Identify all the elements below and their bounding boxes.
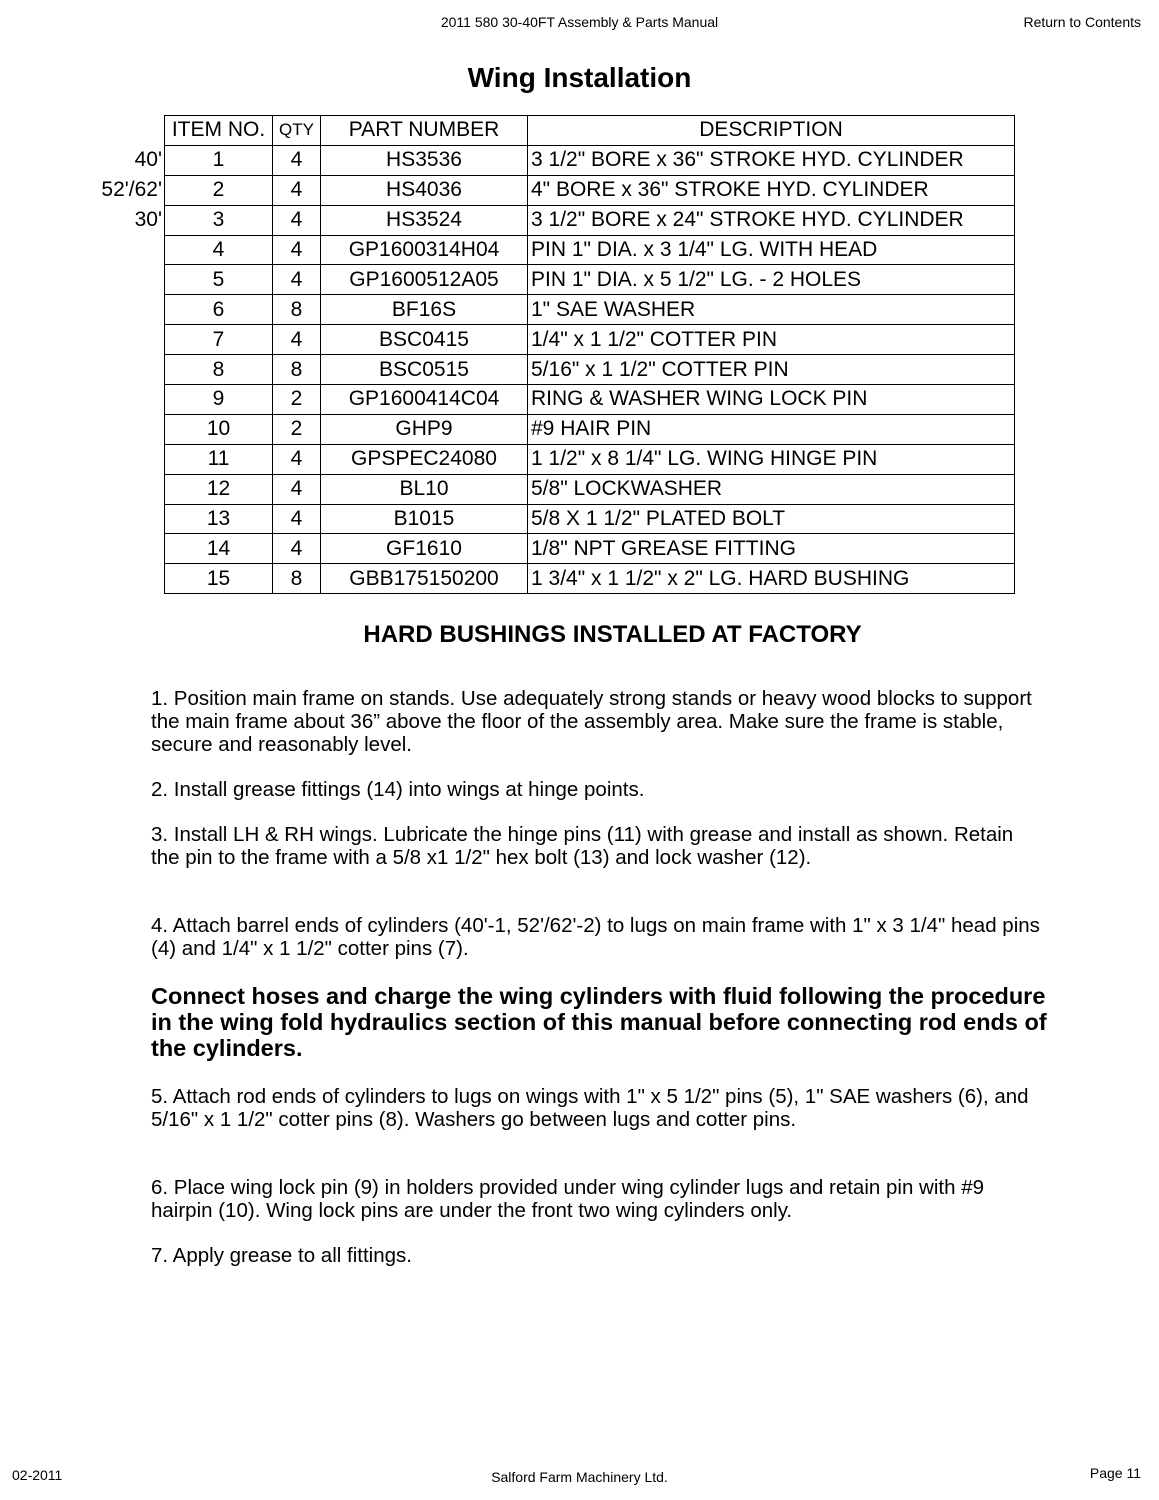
- qty: 4: [273, 325, 321, 355]
- description: 5/16" x 1 1/2" COTTER PIN: [528, 355, 1015, 385]
- item-no: 4: [165, 235, 273, 265]
- description: 1" SAE WASHER: [528, 295, 1015, 325]
- factory-note: HARD BUSHINGS INSTALLED AT FACTORY: [363, 621, 862, 648]
- col-header-part-number: PART NUMBER: [321, 116, 528, 146]
- size-label-30: 30': [134, 207, 162, 231]
- col-header-item-no: ITEM NO.: [165, 116, 273, 146]
- item-no: 1: [165, 145, 273, 175]
- table-row: [165, 534, 1015, 564]
- item-no: 12: [165, 474, 273, 504]
- item-no: 8: [165, 355, 273, 385]
- part-number: BF16S: [321, 295, 528, 325]
- step-4: 4. Attach barrel ends of cylinders (40'-1, 52'/62'-2) to lugs on main frame with 1" x 3 1/4" head pins (4) and 1/4" x 1 1/2" cotter pins (7).: [151, 914, 1040, 960]
- footer-date: 02-2011: [12, 1467, 63, 1483]
- page-number: Page 11: [1089, 1465, 1141, 1481]
- table-row: [165, 564, 1015, 594]
- table-row: [165, 175, 1015, 205]
- table-row: [165, 474, 1015, 504]
- qty: 4: [273, 474, 321, 504]
- description: #9 HAIR PIN: [528, 414, 1015, 444]
- description: 1/4" x 1 1/2" COTTER PIN: [528, 325, 1015, 355]
- manual-title: 2011 580 30-40FT Assembly & Parts Manual: [440, 14, 719, 30]
- qty: 8: [273, 295, 321, 325]
- part-number: GP1600314H04: [321, 235, 528, 265]
- qty: 4: [273, 265, 321, 295]
- part-number: HS3524: [321, 205, 528, 235]
- table-row: [165, 235, 1015, 265]
- description: 3 1/2" BORE x 24" STROKE HYD. CYLINDER: [528, 205, 1015, 235]
- item-no: 13: [165, 504, 273, 534]
- part-number: BL10: [321, 474, 528, 504]
- description: RING & WASHER WING LOCK PIN: [528, 385, 1015, 415]
- item-no: 14: [165, 534, 273, 564]
- item-no: 5: [165, 265, 273, 295]
- description: 1 3/4" x 1 1/2" x 2" LG. HARD BUSHING: [528, 564, 1015, 594]
- part-number: BSC0415: [321, 325, 528, 355]
- description: 3 1/2" BORE x 36" STROKE HYD. CYLINDER: [528, 145, 1015, 175]
- size-label-52-62: 52'/62': [101, 177, 162, 201]
- description: 5/8 X 1 1/2" PLATED BOLT: [528, 504, 1015, 534]
- qty: 4: [273, 444, 321, 474]
- table-row: [165, 444, 1015, 474]
- footer-company: Salford Farm Machinery Ltd.: [491, 1469, 668, 1485]
- table-row: [165, 504, 1015, 534]
- part-number: B1015: [321, 504, 528, 534]
- description: 1/8" NPT GREASE FITTING: [528, 534, 1015, 564]
- part-number: GHP9: [321, 414, 528, 444]
- description: 4" BORE x 36" STROKE HYD. CYLINDER: [528, 175, 1015, 205]
- table-header-row: [165, 116, 1015, 146]
- table-row: [165, 414, 1015, 444]
- step-2: 2. Install grease fittings (14) into wings at hinge points.: [151, 778, 645, 801]
- qty: 8: [273, 564, 321, 594]
- description: 5/8" LOCKWASHER: [528, 474, 1015, 504]
- qty: 2: [273, 414, 321, 444]
- qty: 4: [273, 534, 321, 564]
- table-row: [165, 295, 1015, 325]
- page-title: Wing Installation: [467, 62, 692, 93]
- qty: 4: [273, 175, 321, 205]
- table-row: [165, 205, 1015, 235]
- table-row: [165, 355, 1015, 385]
- part-number: HS3536: [321, 145, 528, 175]
- qty: 4: [273, 205, 321, 235]
- table-row: [165, 385, 1015, 415]
- table-row: [165, 325, 1015, 355]
- item-no: 3: [165, 205, 273, 235]
- qty: 8: [273, 355, 321, 385]
- qty: 4: [273, 235, 321, 265]
- col-header-description: DESCRIPTION: [528, 116, 1015, 146]
- hydraulics-warning: Connect hoses and charge the wing cylinders with fluid following the procedure in the wing fold hydraulics section of this manual before connecting rod ends of the cylinders.: [151, 983, 1047, 1061]
- parts-table: [164, 115, 1015, 594]
- part-number: BSC0515: [321, 355, 528, 385]
- frame-size-labels: [80, 145, 162, 235]
- col-header-qty: QTY: [273, 116, 321, 146]
- qty: 4: [273, 145, 321, 175]
- step-3: 3. Install LH & RH wings. Lubricate the hinge pins (11) with grease and install as shown. Retain the pin to the frame with a 5/8 x1 1/2" hex bolt (13) and lock washer (12).: [151, 823, 1014, 869]
- table-row: [165, 265, 1015, 295]
- part-number: HS4036: [321, 175, 528, 205]
- part-number: GP1600414C04: [321, 385, 528, 415]
- part-number: GBB175150200: [321, 564, 528, 594]
- description: PIN 1" DIA. x 5 1/2" LG. - 2 HOLES: [528, 265, 1015, 295]
- item-no: 2: [165, 175, 273, 205]
- part-number: GPSPEC24080: [321, 444, 528, 474]
- qty: 2: [273, 385, 321, 415]
- step-1: 1. Position main frame on stands. Use adequately strong stands or heavy wood blocks to support the main frame about 36” above the floor of the assembly area. Make sure the frame is stable, secure and reasonably level.: [151, 687, 1032, 756]
- description: 1 1/2" x 8 1/4" LG. WING HINGE PIN: [528, 444, 1015, 474]
- table-row: [165, 145, 1015, 175]
- part-number: GF1610: [321, 534, 528, 564]
- item-no: 11: [165, 444, 273, 474]
- item-no: 6: [165, 295, 273, 325]
- step-6: 6. Place wing lock pin (9) in holders provided under wing cylinder lugs and retain pin with #9 hairpin (10). Wing lock pins are under the front two wing cylinders only.: [151, 1176, 984, 1222]
- size-label-40: 40': [134, 148, 162, 171]
- item-no: 15: [165, 564, 273, 594]
- item-no: 10: [165, 414, 273, 444]
- description: PIN 1" DIA. x 3 1/4" LG. WITH HEAD: [528, 235, 1015, 265]
- step-5: 5. Attach rod ends of cylinders to lugs on wings with 1" x 5 1/2" pins (5), 1" SAE washers (6), and 5/16" x 1 1/2" cotter pins (8). Washers go between lugs and cotter pins.: [151, 1085, 1029, 1131]
- item-no: 7: [165, 325, 273, 355]
- return-to-contents-link[interactable]: Return to Contents: [1023, 14, 1141, 30]
- step-7: 7. Apply grease to all fittings.: [151, 1244, 412, 1267]
- item-no: 9: [165, 385, 273, 415]
- part-number: GP1600512A05: [321, 265, 528, 295]
- qty: 4: [273, 504, 321, 534]
